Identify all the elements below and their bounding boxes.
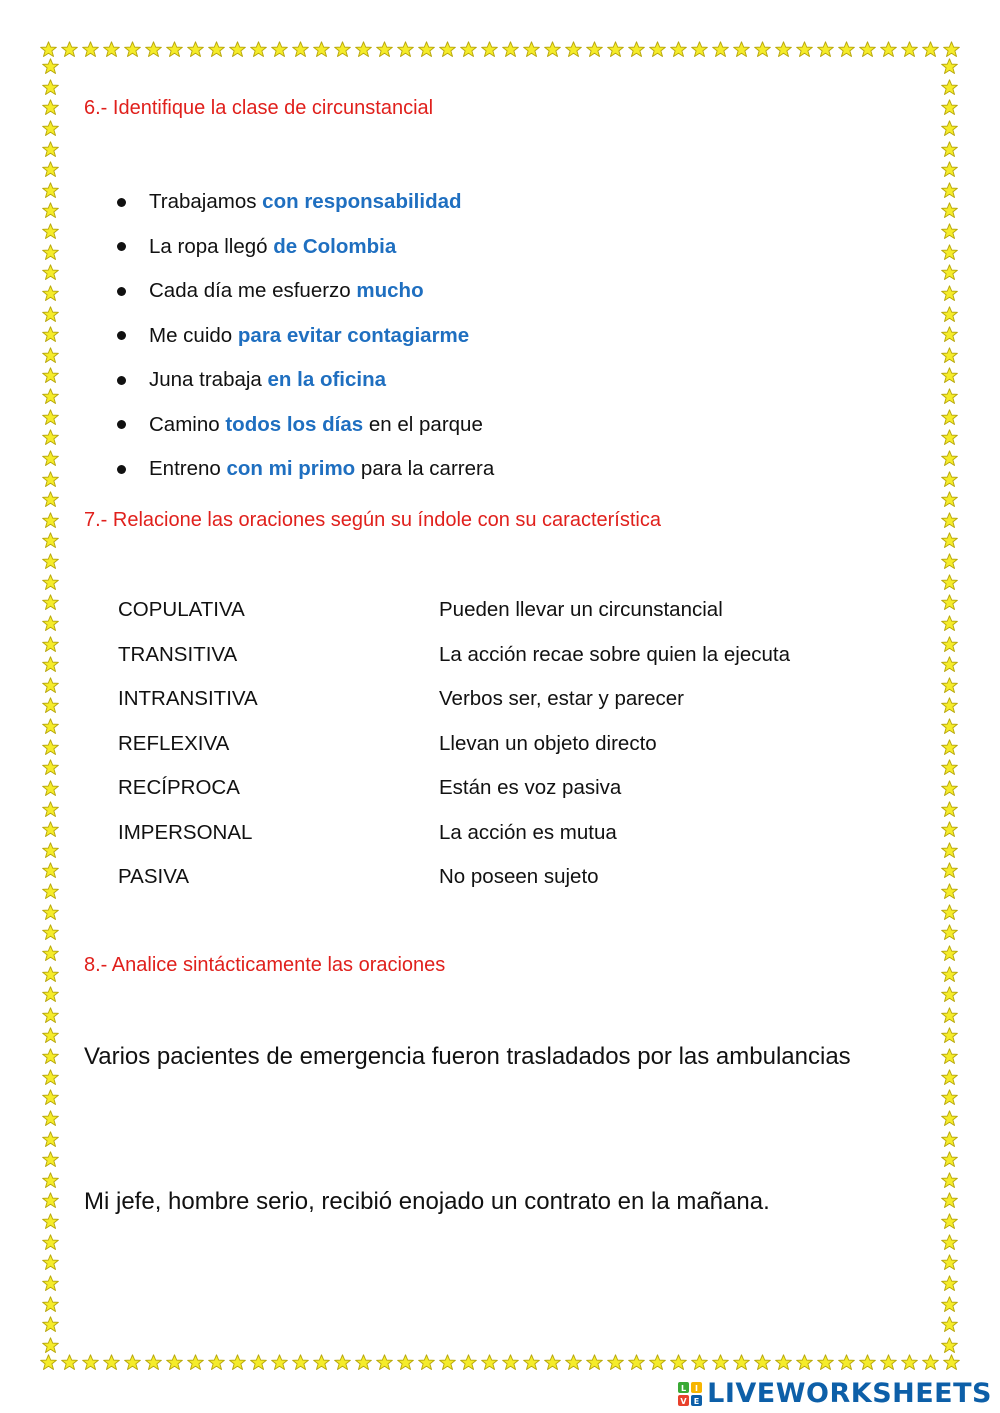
- sentence-type[interactable]: TRANSITIVA: [118, 642, 238, 666]
- highlighted-phrase: de Colombia: [273, 234, 397, 258]
- matching-row: [118, 811, 838, 856]
- list-item: [112, 358, 494, 403]
- highlighted-phrase: para evitar contagiarme: [237, 323, 470, 347]
- analysis-sentence-1: Varios pacientes de emergencia fueron trasladados por las ambulancias: [84, 1043, 851, 1070]
- list-item: [112, 314, 494, 359]
- item-text: Entreno con mi primo para la carrera: [149, 457, 495, 481]
- circumstantial-list: [112, 180, 494, 492]
- sentence-type[interactable]: RECÍPROCA: [118, 776, 240, 800]
- matching-row: [118, 633, 838, 678]
- characteristic[interactable]: Están es voz pasiva: [439, 776, 622, 800]
- item-text: Trabajamos con responsabilidad: [149, 190, 462, 214]
- list-item: [112, 180, 494, 225]
- list-item: [112, 269, 494, 314]
- matching-row: [118, 677, 838, 722]
- highlighted-phrase: en la oficina: [267, 368, 387, 392]
- bullet-icon: [117, 287, 126, 296]
- matching-row: [118, 722, 838, 767]
- sentence-type[interactable]: IMPERSONAL: [118, 820, 253, 844]
- item-text: Juna trabaja en la oficina: [149, 368, 387, 392]
- sentence-type[interactable]: INTRANSITIVA: [118, 687, 258, 711]
- logo-text: LIVEWORKSHEETS: [707, 1378, 992, 1409]
- item-text: Camino todos los días en el parque: [149, 412, 483, 436]
- section-6-heading: 6.- Identifique la clase de circunstancial: [84, 97, 434, 119]
- characteristic[interactable]: No poseen sujeto: [439, 865, 599, 889]
- characteristic[interactable]: La acción recae sobre quien la ejecuta: [439, 642, 791, 666]
- characteristic[interactable]: Llevan un objeto directo: [439, 731, 657, 755]
- highlighted-phrase: todos los días: [225, 412, 364, 436]
- highlighted-phrase: mucho: [356, 279, 424, 303]
- highlighted-phrase: con responsabilidad: [262, 190, 462, 214]
- matching-row: [118, 766, 838, 811]
- list-item: [112, 403, 494, 448]
- analysis-sentence-2: Mi jefe, hombre serio, recibió enojado un contrato en la mañana.: [84, 1188, 770, 1215]
- item-text: Me cuido para evitar contagiarme: [149, 323, 470, 347]
- bullet-icon: [117, 376, 126, 385]
- bullet-icon: [117, 465, 126, 474]
- svg-text:L: L: [681, 1383, 687, 1393]
- bullet-icon: [117, 420, 126, 429]
- svg-text:V: V: [680, 1396, 687, 1406]
- item-text: La ropa llegó de Colombia: [149, 234, 397, 258]
- bullet-icon: [117, 198, 126, 207]
- liveworksheets-logo[interactable]: [677, 1378, 992, 1409]
- sentence-type[interactable]: COPULATIVA: [118, 598, 245, 622]
- bullet-icon: [117, 331, 126, 340]
- bullet-icon: [117, 242, 126, 251]
- sentence-type[interactable]: REFLEXIVA: [118, 731, 230, 755]
- matching-row: [118, 855, 838, 900]
- characteristic[interactable]: Verbos ser, estar y parecer: [439, 687, 684, 711]
- matching-row: [118, 588, 838, 633]
- characteristic[interactable]: La acción es mutua: [439, 820, 617, 844]
- highlighted-phrase: con mi primo: [226, 457, 356, 481]
- characteristic[interactable]: Pueden llevar un circunstancial: [439, 598, 723, 622]
- matching-table: [118, 588, 838, 900]
- section-8-heading: 8.- Analice sintácticamente las oraciones: [84, 954, 446, 976]
- svg-text:I: I: [695, 1383, 699, 1393]
- list-item: [112, 225, 494, 270]
- svg-text:E: E: [693, 1396, 700, 1406]
- liveworksheets-logo-icon: [677, 1381, 703, 1407]
- list-item: [112, 447, 494, 492]
- sentence-type[interactable]: PASIVA: [118, 865, 190, 889]
- item-text: Cada día me esfuerzo mucho: [149, 279, 424, 303]
- section-7-heading: 7.- Relacione las oraciones según su índole con su característica: [84, 509, 661, 531]
